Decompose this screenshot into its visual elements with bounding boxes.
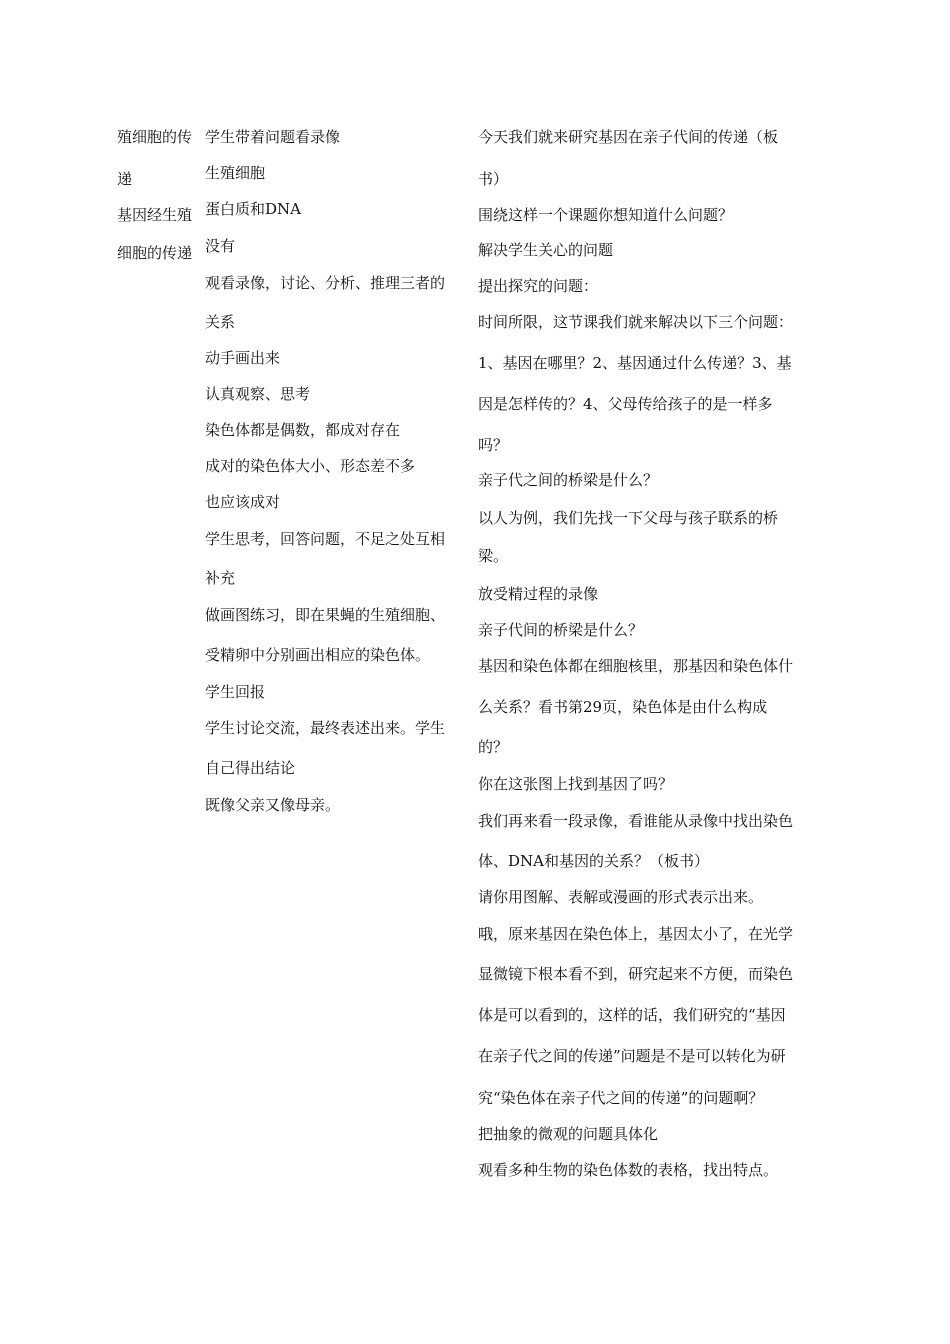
teacher-activity-line: 梁。 (478, 547, 509, 565)
teacher-activity-line: 在亲子代之间的传递”问题是不是可以转化为研 (478, 1047, 786, 1065)
student-activity-line: 成对的染色体大小、形态差不多 (205, 457, 416, 475)
teacher-activity-line: 你在这张图上找到基因了吗？ (478, 775, 674, 793)
teacher-activity-line: 哦，原来基因在染色体上，基因太小了，在光学 (478, 925, 794, 943)
student-activity-line: 关系 (205, 313, 236, 331)
teacher-activity-line: 时间所限，这节课我们就来解决以下三个问题： (478, 313, 794, 331)
teacher-activity-line: 因是怎样传的？4、父母传给孩子的是一样多 (478, 395, 773, 413)
student-activity-line: 没有 (205, 237, 236, 255)
teacher-activity-line: 今天我们就来研究基因在亲子代间的传递（板 (478, 128, 779, 146)
teacher-activity-line: 的？ (478, 738, 509, 756)
student-activity-line: 生殖细胞 (205, 164, 266, 182)
teacher-activity-line: 体、DNA和基因的关系？（板书） (478, 852, 709, 870)
teacher-activity-line: 究“染色体在亲子代之间的传递”的问题啊？ (478, 1089, 764, 1107)
teacher-activity-line: 显微镜下根本看不到，研究起来不方便，而染色 (478, 965, 794, 983)
student-activity-line: 染色体都是偶数，都成对存在 (205, 421, 401, 439)
teacher-activity-line: 基因和染色体都在细胞核里，那基因和染色体什 (478, 657, 794, 675)
teacher-activity-line: 吗？ (478, 436, 509, 454)
teacher-activity-line: 把抽象的微观的问题具体化 (478, 1125, 659, 1143)
teacher-activity-line: 请你用图解、表解或漫画的形式表示出来。 (478, 888, 764, 906)
student-activity-line: 做画图练习，即在果蝇的生殖细胞、 (205, 606, 446, 624)
student-activity-line: 认真观察、思考 (205, 385, 311, 403)
student-activity-line: 动手画出来 (205, 349, 281, 367)
student-activity-line: 自己得出结论 (205, 759, 296, 777)
teacher-activity-line: 亲子代之间的桥梁是什么？ (478, 471, 659, 489)
step-label-line: 基因经生殖 (117, 206, 193, 224)
student-activity-line: 学生回报 (205, 683, 266, 701)
student-activity-line: 学生带着问题看录像 (205, 128, 341, 146)
teacher-activity-line: 观看多种生物的染色体数的表格，找出特点。 (478, 1161, 779, 1179)
teacher-activity-line: 亲子代间的桥梁是什么？ (478, 621, 644, 639)
teacher-activity-line: 以人为例，我们先找一下父母与孩子联系的桥 (478, 509, 779, 527)
step-label-line: 细胞的传递 (117, 244, 193, 262)
student-activity-line: 受精卵中分别画出相应的染色体。 (205, 646, 431, 664)
student-activity-line: 蛋白质和DNA (205, 200, 301, 218)
teacher-activity-line: 书） (478, 170, 509, 188)
student-activity-line: 也应该成对 (205, 493, 281, 511)
student-activity-line: 学生讨论交流，最终表述出来。学生 (205, 719, 446, 737)
teacher-activity-line: 围绕这样一个课题你想知道什么问题？ (478, 206, 734, 224)
student-activity-line: 学生思考，回答问题，不足之处互相 (205, 530, 446, 548)
teacher-activity-line: 我们再来看一段录像，看谁能从录像中找出染色 (478, 812, 794, 830)
step-label-line: 递 (117, 170, 133, 188)
teacher-activity-line: 体是可以看到的，这样的话，我们研究的“基因 (478, 1006, 786, 1024)
teacher-activity-line: 解决学生关心的问题 (478, 241, 614, 259)
student-activity-line: 既像父亲又像母亲。 (205, 796, 341, 814)
teacher-activity-line: 提出探究的问题： (478, 277, 599, 295)
teacher-activity-line: 么关系？看书第29页，染色体是由什么构成 (478, 698, 768, 716)
teacher-activity-line: 放受精过程的录像 (478, 585, 599, 603)
step-label-line: 殖细胞的传 (117, 128, 193, 146)
student-activity-line: 观看录像，讨论、分析、推理三者的 (205, 274, 446, 292)
teacher-activity-line: 1、基因在哪里？2、基因通过什么传递？3、基 (478, 354, 792, 372)
student-activity-line: 补充 (205, 569, 236, 587)
